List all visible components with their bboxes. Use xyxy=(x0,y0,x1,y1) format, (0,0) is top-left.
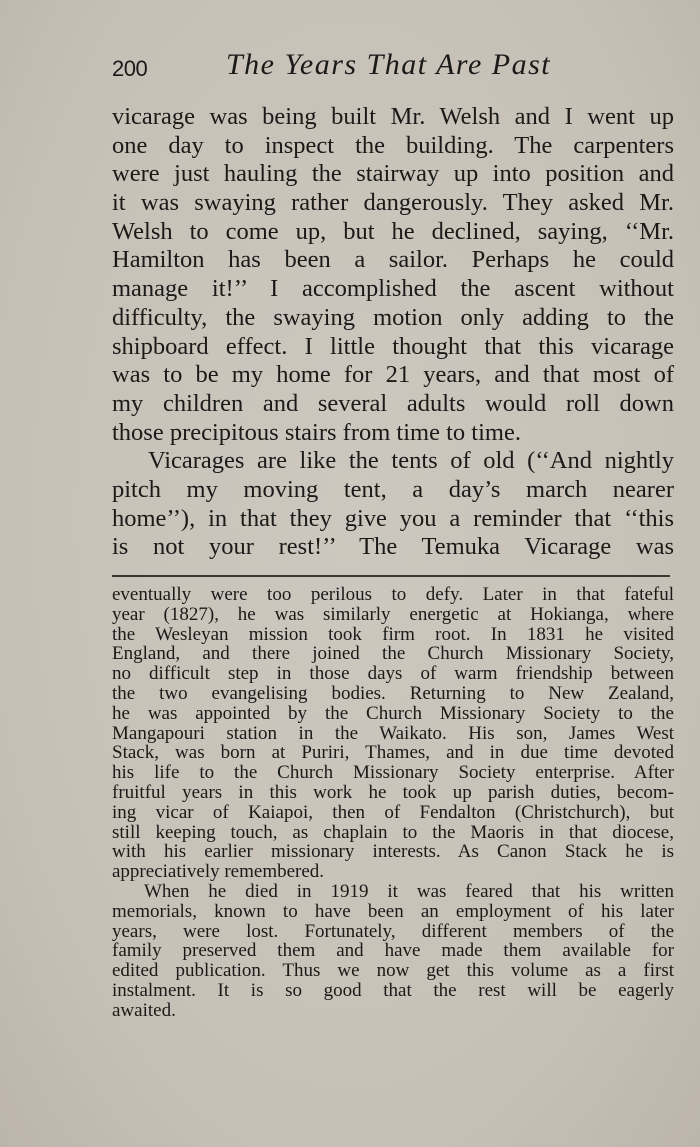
footnote-line: family preserved them and have made them available for xyxy=(112,940,674,962)
text-line: difficulty, the swaying motion only adding to the xyxy=(112,303,674,331)
footnote-line: memorials, known to have been an employment of his later xyxy=(112,900,674,922)
footnote-line: England, and there joined the Church Missionary Society, xyxy=(112,643,674,665)
text-line: vicarage was being built Mr. Welsh and I went up xyxy=(112,103,674,130)
footnote-line: appreciatively remembered. xyxy=(112,861,325,883)
text-line: home’’), in that they give you a reminder that ‘‘this xyxy=(112,504,674,532)
footnote-line: his life to the Church Missionary Society enterprise. After xyxy=(112,762,674,784)
text-line: pitch my moving tent, a day’s march nearer xyxy=(112,475,674,503)
footnote-line: year (1827), he was similarly energetic at Hokianga, where xyxy=(112,603,674,625)
running-title: The Years That Are Past xyxy=(226,48,552,81)
text-line: is not your rest!’’ The Temuka Vicarage was xyxy=(112,533,674,561)
page-header xyxy=(112,48,672,88)
footnote-line: still keeping touch, as chaplain to the Maoris in that diocese, xyxy=(112,821,674,843)
text-line: my children and several adults would roll down xyxy=(112,389,674,417)
footnote-line: instalment. It is so good that the rest will be eagerly xyxy=(112,979,674,1001)
footnote-divider xyxy=(112,575,670,577)
footnote-line: the two evangelising bodies. Returning to New Zealand, xyxy=(112,682,674,704)
footnote-line: fruitful years in this work he took up parish duties, becom- xyxy=(112,781,674,803)
text-line: one day to inspect the building. The carpenters xyxy=(112,131,674,159)
footnote-line: no difficult step in those days of warm friendship between xyxy=(112,663,674,685)
main-text-block xyxy=(112,103,674,562)
text-line: were just hauling the stairway up into position and xyxy=(112,160,674,188)
footnote-line: When he died in 1919 it was feared that his written xyxy=(144,880,674,902)
text-line: manage it!’’ I accomplished the ascent without xyxy=(112,275,674,303)
footnote-line: with his earlier missionary interests. As Canon Stack he is xyxy=(112,841,674,863)
footnote-line: the Wesleyan mission took firm root. In 1831 he visited xyxy=(112,623,674,645)
footnote-line: awaited. xyxy=(112,999,176,1021)
footnote-line: he was appointed by the Church Missionary Society to the xyxy=(112,702,674,724)
footnote-line: Stack, was born at Puriri, Thames, and in due time devoted xyxy=(112,742,674,764)
text-line: Vicarages are like the tents of old (‘‘And nightly xyxy=(148,447,674,475)
footnote-line: ing vicar of Kaiapoi, then of Fendalton (Christchurch), but xyxy=(112,801,674,823)
text-line: Hamilton has been a sailor. Perhaps he could xyxy=(112,246,674,274)
footnote-line: eventually were too perilous to defy. Later in that fateful xyxy=(112,584,674,605)
text-line: it was swaying rather dangerously. They asked Mr. xyxy=(112,189,674,217)
footnote-block xyxy=(112,585,674,1021)
footnote-line: Mangapouri station in the Waikato. His son, James West xyxy=(112,722,674,744)
text-line: those precipitous stairs from time to time. xyxy=(112,418,521,446)
text-line: was to be my home for 21 years, and that most of xyxy=(112,361,674,389)
footnote-line: edited publication. Thus we now get this volume as a first xyxy=(112,960,674,982)
text-line: shipboard effect. I little thought that this vicarage xyxy=(112,332,674,360)
page-number: 200 xyxy=(112,56,148,81)
text-line: Welsh to come up, but he declined, saying, ‘‘Mr. xyxy=(112,217,674,245)
footnote-line: years, were lost. Fortunately, different members of the xyxy=(112,920,674,942)
